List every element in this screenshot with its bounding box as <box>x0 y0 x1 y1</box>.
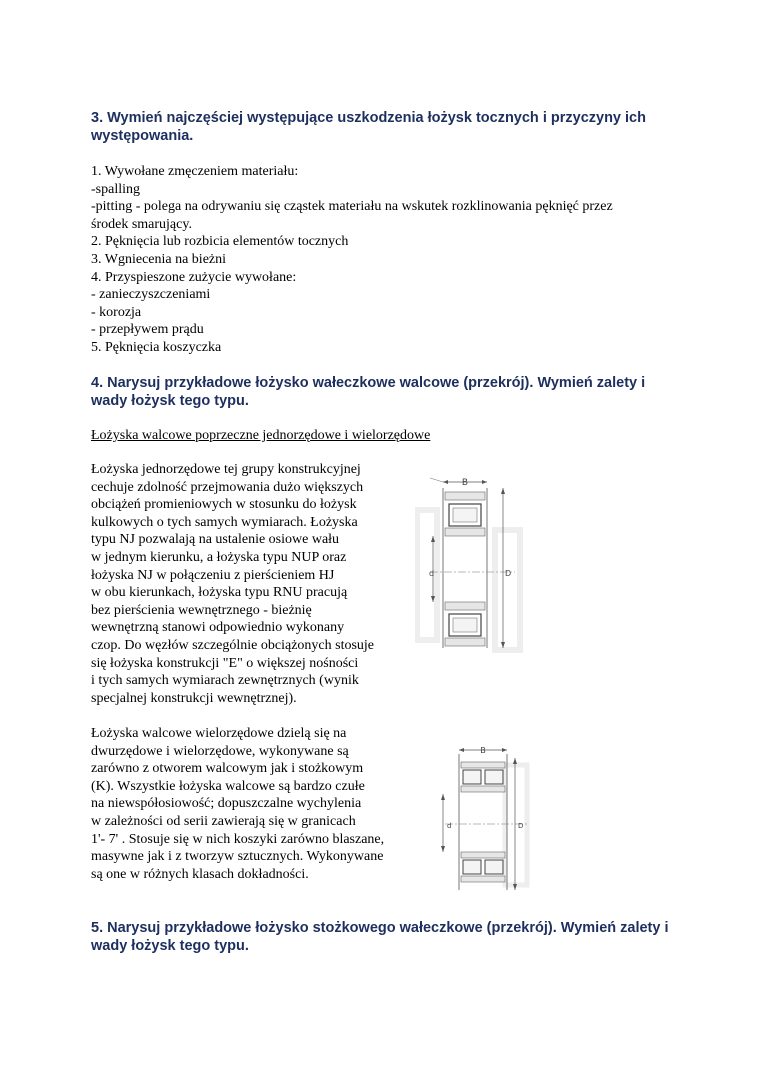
text-line: specjalnej konstrukcji wewnętrznej). <box>91 690 297 706</box>
text-line: cechuje zdolność przejmowania dużo większych <box>91 479 364 495</box>
section-3-body <box>91 163 613 357</box>
text-line: - przepływem prądu <box>91 322 204 338</box>
text-line: (K). Wszystkie łożyska walcowe są bardzo czułe <box>91 778 365 794</box>
text-line: w jednym kierunku, a łożyska typu NUP oraz <box>91 549 347 565</box>
dimension-label-b: B <box>461 478 469 488</box>
text-line: 1'- 7' . Stosuje się w nich koszyki zarówno blaszane, <box>91 831 385 847</box>
text-line: w obu kierunkach, łożyska typu RNU pracują <box>91 585 348 601</box>
section-3-heading: 3. Wymień najczęściej występujące uszkodzenia łożysk tocznych i przyczyny ich występowania. <box>91 110 646 144</box>
subtitle-text: Łożyska walcowe poprzeczne jednorzędowe i wielorzędowe <box>91 428 431 443</box>
text-line: masywne jak i z tworzyw sztucznych. Wykonywane <box>91 849 384 865</box>
text-line: - zanieczyszczeniami <box>91 287 211 303</box>
text-line: 2. Pęknięcia lub rozbicia elementów tocznych <box>91 234 349 250</box>
text-line: -spalling <box>91 181 140 197</box>
text-line: się łożyska konstrukcji "E" o większej nośności <box>91 655 359 671</box>
text-line: 4. Przyspieszone zużycie wywołane: <box>91 269 297 285</box>
text-line: Łożyska walcowe wielorzędowe dzielą się na <box>91 726 347 741</box>
dimension-label-outer: D <box>505 569 512 578</box>
text-line: -pitting - polega na odrywaniu się cząstek materiału na wskutek rozklinowania pęknięć przez <box>91 199 613 215</box>
text-line: i tych samych wymiarach zewnętrznych (wynik <box>91 673 359 689</box>
text-line: obciążeń promieniowych w stosunku do łożysk <box>91 497 357 513</box>
text-line: łożyska NJ w połączeniu z pierścieniem HJ <box>91 567 335 583</box>
text-line: 3. Wgniecenia na bieżni <box>91 251 227 267</box>
text-line: 5. Pęknięcia koszyczka <box>91 339 222 355</box>
text-line: zarówno z otworem walcowym jak i stożkowym <box>91 761 364 777</box>
text-line: są one w różnych klasach dokładności. <box>91 866 309 882</box>
text-line: kulkowych o tych samych wymiarach. Łożyska <box>91 514 358 530</box>
text-line: środek smarujący. <box>91 216 192 232</box>
section-4-heading: 4. Narysuj przykładowe łożysko wałeczkowe walcowe (przekrój). Wymień zalety i wady łożysk tego typu. <box>91 375 646 409</box>
bearing-cross-section-drawing <box>415 470 530 660</box>
text-line: na niewspółosiowość; dopuszczalne wychylenia <box>91 796 362 812</box>
paragraph-multi-row <box>91 725 384 883</box>
bearing-cross-section-drawing <box>435 740 535 895</box>
section-5-heading: 5. Narysuj przykładowe łożysko stożkowego wałeczkowe (przekrój). Wymień zalety i wady łożysk tego typu. <box>91 920 669 954</box>
text-line: - korozja <box>91 304 142 320</box>
paragraph-single-row <box>91 461 374 707</box>
dimension-label-outer: D <box>518 822 524 830</box>
text-line: dwurzędowe i wielorzędowe, wykonywane są <box>91 743 349 759</box>
dimension-label-d: d <box>447 822 452 830</box>
text-line: 1. Wywołane zmęczeniem materiału: <box>91 164 299 179</box>
dimension-label-b: B <box>480 746 486 755</box>
double-row-bearing-figure <box>435 740 535 895</box>
text-line: w zależności od serii zawierają się w granicach <box>91 813 356 829</box>
text-line: typu NJ pozwalają na ustalenie osiowe wału <box>91 532 340 548</box>
text-line: bez pierścienia wewnętrznego - bieżnię <box>91 602 312 618</box>
text-line: czop. Do węzłów szczególnie obciążonych stosuje <box>91 637 375 653</box>
section-4-subtitle <box>91 427 430 445</box>
single-row-bearing-figure <box>415 470 530 660</box>
text-line: wewnętrzną stanowi odpowiednio wykonany <box>91 620 345 636</box>
text-line: Łożyska jednorzędowe tej grupy konstrukcyjnej <box>91 462 361 477</box>
dimension-label-d: d <box>429 569 435 578</box>
